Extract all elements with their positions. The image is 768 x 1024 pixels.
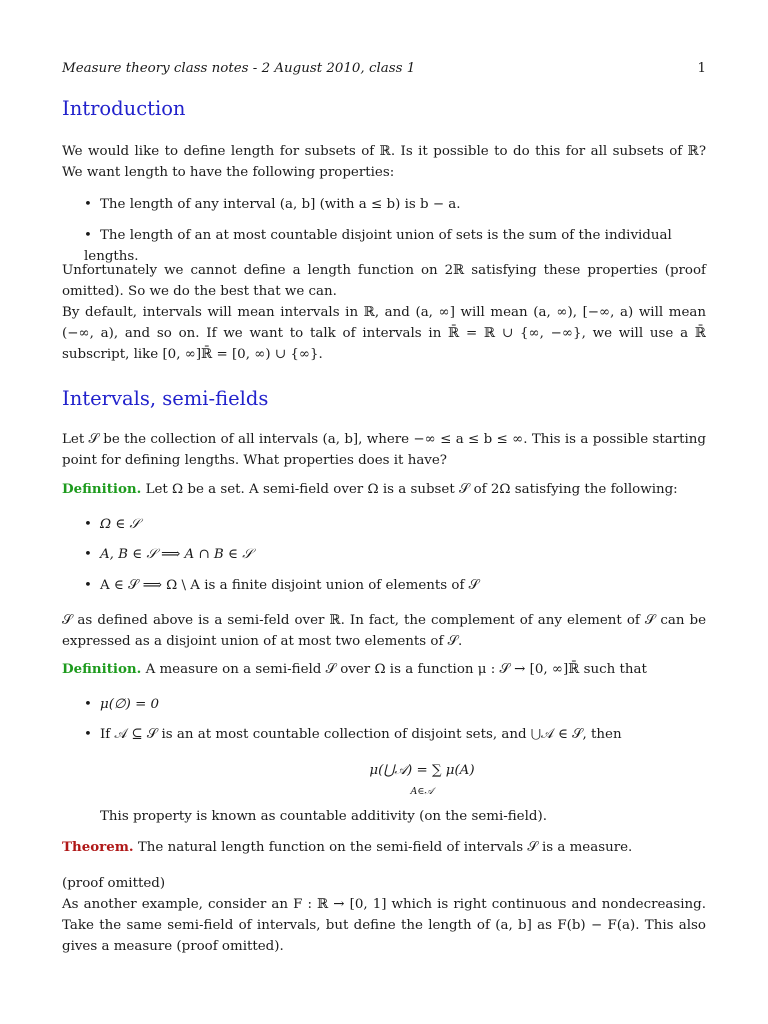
definition-label: Definition. — [62, 661, 142, 677]
semi-paragraph-2: 𝒮 as defined above is a semi-feld over ℝ. In fact, the complement of any element of 𝒮 can be expressed as a disjoint union of at most two elements of 𝒮. — [62, 613, 706, 649]
intro-paragraph-2: Unfortunately we cannot define a length function on 2ℝ satisfying these properties (proof omitted). So we do the best that we can. — [62, 263, 706, 299]
definition-label: Definition. — [62, 481, 142, 497]
definition-semi-field: Definition. Let Ω be a set. A semi-field over Ω is a subset 𝒮 of 2Ω satisfying the following: — [62, 481, 678, 497]
intro-bullet-1: • The length of any interval (a, b] (with a ≤ b) is b − a. — [84, 197, 461, 212]
proof-omitted: (proof omitted) — [62, 876, 166, 891]
semi-bullet-2: • A, B ∈ 𝒮 ⟹ A ∩ B ∈ 𝒮 — [84, 547, 253, 562]
intro-paragraph-1: We would like to define length for subsets of ℝ. Is it possible to do this for all subsets of ℝ? We want length to have the following properties: — [62, 144, 706, 180]
theorem-label: Theorem. — [62, 839, 134, 855]
page-number: 1 — [697, 61, 706, 76]
definition-measure: Definition. A measure on a semi-field 𝒮 over Ω is a function μ : 𝒮 → [0, ∞]ℝ̄ such that — [62, 661, 647, 677]
measure-bullet-1: • μ(∅) = 0 — [84, 697, 160, 712]
header-title: Measure theory class notes - 2 August 2010, class 1 — [62, 61, 416, 76]
semi-paragraph-5: As another example, consider an F : ℝ → [0, 1] which is right continuous and nondecreasing. Take the same semi-field of intervals, but define the length of (a, b] as F(b) − F(a). This also gives a measure (proof omitted). — [62, 897, 706, 954]
countable-additivity-formula: μ(⋃𝒜) = ∑ μ(A) A∈𝒜 — [369, 763, 475, 797]
section-heading-intervals: Intervals, semi-fields — [62, 387, 269, 410]
intro-bullet-2: • The length of an at most countable disjoint union of sets is the sum of the individual lengths. — [84, 228, 672, 264]
running-header — [62, 58, 706, 79]
semi-paragraph-1: Let 𝒮 be the collection of all intervals (a, b], where −∞ ≤ a ≤ b ≤ ∞. This is a possible starting point for defining lengths. What properties does it have? — [62, 432, 706, 468]
semi-bullet-1: • Ω ∈ 𝒮 — [84, 517, 140, 532]
theorem: Theorem. The natural length function on the semi-field of intervals 𝒮 is a measure. — [62, 839, 633, 855]
semi-bullet-3: • A ∈ 𝒮 ⟹ Ω \ A is a finite disjoint union of elements of 𝒮 — [84, 578, 480, 593]
intro-paragraph-3: By default, intervals will mean intervals in ℝ, and (a, ∞] will mean (a, ∞), [−∞, a) will mean (−∞, a), and so on. If we want to talk of intervals in ℝ̄ = ℝ ∪ {∞, −∞}, we will use a ℝ̄ subscript, like [0, ∞]ℝ̄ = [0, ∞) ∪ {∞}. — [62, 305, 706, 362]
countable-additivity-note: This property is known as countable additivity (on the semi-field). — [100, 809, 547, 824]
section-heading-introduction: Introduction — [62, 97, 186, 120]
measure-bullet-2: • If 𝒜 ⊆ 𝒮 is an at most countable collection of disjoint sets, and ⋃𝒜 ∈ 𝒮, then — [84, 727, 622, 742]
